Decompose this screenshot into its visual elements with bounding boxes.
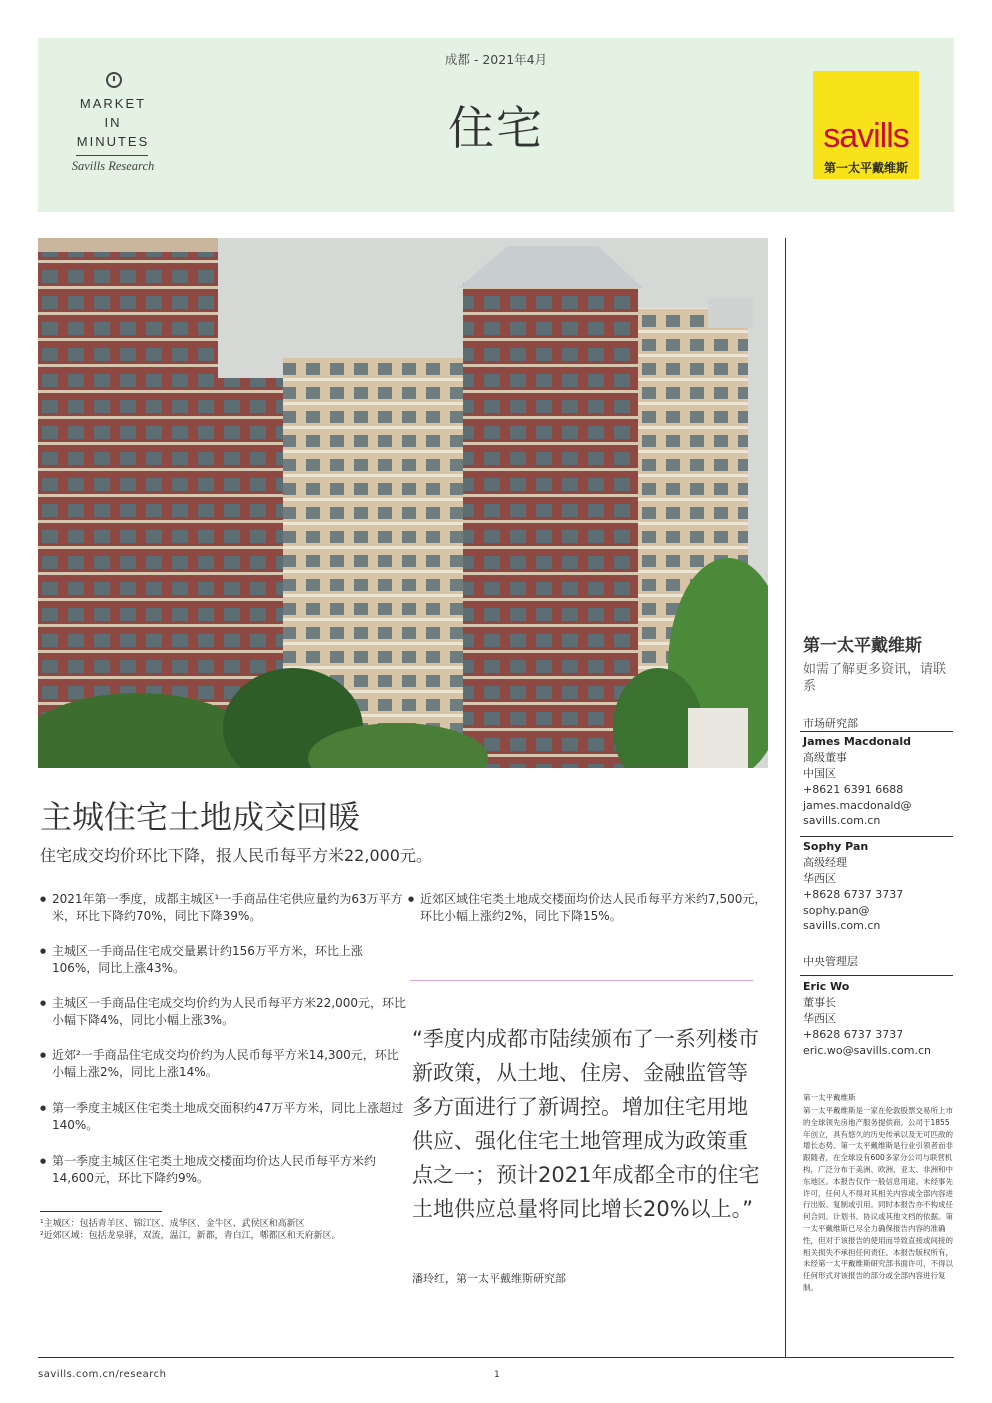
savills-logo[interactable] xyxy=(813,71,919,179)
city-date: 成都 - 2021年4月 xyxy=(444,52,548,67)
contact-phone[interactable]: +8628 6737 3737 xyxy=(803,1028,904,1041)
bullet-item: ● 近郊区域住宅类土地成交楼面均价达人民币每平方米约7,500元，环比小幅上涨约2%，同比下降15%。 xyxy=(408,891,775,925)
contact-name: Eric Wo xyxy=(803,980,850,993)
headline: 主城住宅土地成交回暖 xyxy=(40,798,361,836)
contact-email[interactable]: james.macdonald@ xyxy=(803,799,912,812)
sidebar-intro: 如需了解更多资讯，请联系 xyxy=(803,662,947,694)
badge-line-in: IN xyxy=(104,115,122,130)
section-heading-management: 中央管理层 xyxy=(803,955,858,968)
clock-icon xyxy=(106,72,122,88)
contact-name: Sophy Pan xyxy=(803,840,869,853)
contact-line: 中国区 xyxy=(803,767,836,780)
badge-line-market: MARKET xyxy=(79,96,147,111)
footnote-2: ²近郊区域：包括龙泉驿，双流，温江，新都，青白江，郫都区和天府新区。 xyxy=(40,1231,341,1241)
section-heading-research: 市场研究部 xyxy=(803,717,858,730)
quote-divider xyxy=(410,980,753,981)
quote-source: 潘玲红，第一太平戴维斯研究部 xyxy=(412,1272,566,1285)
building-photo xyxy=(38,238,768,768)
contact-email[interactable]: sophy.pan@ xyxy=(803,904,870,917)
bullet-item: ● 2021年第一季度，成都主城区¹一手商品住宅供应量约为63万平方米，环比下降约70%，同比下降39%。 xyxy=(40,891,407,925)
section-rule xyxy=(800,731,953,732)
footnote-1: ¹主城区：包括青羊区、锦江区、成华区、金牛区、武侯区和高新区 xyxy=(40,1219,305,1229)
section-rule xyxy=(800,975,953,976)
bullet-item: ● 第一季度主城区住宅类土地成交面积约47万平方米，同比上涨超过140%。 xyxy=(40,1100,407,1134)
contact-phone[interactable]: +8621 6391 6688 xyxy=(803,783,904,796)
contact-line: 华西区 xyxy=(803,1012,836,1025)
header-banner xyxy=(38,38,954,212)
section-rule xyxy=(800,836,953,837)
contact-email[interactable]: savills.com.cn xyxy=(803,814,881,827)
disclaimer-text: 第一太平戴维斯是一家在伦敦股票交易所上市的全球领先房地产服务提供商。公司于1855年创立，具有悠久的历史传承以及无可匹敌的增长态势。第一太平戴维斯是行业引领者而非跟随者，在全球设有600多家分公司与联营机构，广泛分布于美洲、欧洲、亚太、非洲和中东地区。本报告仅作一般信息用途。未经事先许可，任何人不得对其相关内容或全部内容进行出版、复制或引用。同时本报告亦不构成任何合同、计划书、协议或其他文档的依据。第一太平戴维斯已尽全力确保报告内容的准确性，但对于该报告的使用而导致直接或间接的相关损失不承担任何责任。本报告版权所有，未经第一太平戴维斯研究部书面许可，不得以任何形式对该报告的部分或全部内容进行复制。 xyxy=(803,1106,953,1292)
footer-rule xyxy=(38,1357,954,1358)
page-title: 住宅 xyxy=(448,101,544,155)
contact-line: 高级经理 xyxy=(803,856,847,869)
contact-line: 董事长 xyxy=(803,996,836,1009)
contact-line: 华西区 xyxy=(803,872,836,885)
contact-email[interactable]: eric.wo@savills.com.cn xyxy=(803,1044,932,1057)
contact-phone[interactable]: +8628 6737 3737 xyxy=(803,888,904,901)
logo-word: savills xyxy=(823,117,909,155)
badge-line-minutes: MINUTES xyxy=(76,134,150,149)
disclaimer-heading: 第一太平戴维斯 xyxy=(803,1093,856,1102)
footnote-rule xyxy=(40,1211,162,1212)
bullet-item: ● 主城区一手商品住宅成交量累计约156万平方米，环比上涨106%，同比上涨43%。 xyxy=(40,943,407,977)
building-photo-illustration xyxy=(38,238,768,768)
contact-email[interactable]: savills.com.cn xyxy=(803,919,881,932)
column-divider xyxy=(785,238,786,1358)
contact-name: James Macdonald xyxy=(803,735,912,748)
logo-chinese: 第一太平戴维斯 xyxy=(823,161,908,175)
bullet-item: ● 近郊²一手商品住宅成交均价约为人民币每平方米14,300元，环比小幅上涨2%，同比上涨14%。 xyxy=(40,1047,407,1081)
footer-url[interactable]: savills.com.cn/research xyxy=(38,1369,167,1380)
badge-subtitle: Savills Research xyxy=(71,159,155,173)
bullet-item: ● 第一季度主城区住宅类土地成交楼面均价达人民币每平方米约14,600元，环比下降约9%。 xyxy=(40,1153,407,1187)
page-number: 1 xyxy=(494,1370,500,1380)
sidebar-title: 第一太平戴维斯 xyxy=(803,636,922,656)
contact-line: 高级董事 xyxy=(803,751,847,764)
bullet-item: ● 主城区一手商品住宅成交均价约为人民币每平方米22,000元，环比小幅下降4%，同比小幅上涨3%。 xyxy=(40,995,407,1029)
pull-quote: “季度内成都市陆续颁布了一系列楼市新政策，从土地、住房、金融监管等多方面进行了新调控。增加住宅用地供应、强化住宅土地管理成为政策重点之一；预计2021年成都全市的住宅土地供应总量将同比增长20%以上。” xyxy=(412,1027,760,1221)
subheadline: 住宅成交均价环比下降，报人民币每平方米22,000元。 xyxy=(40,846,432,865)
